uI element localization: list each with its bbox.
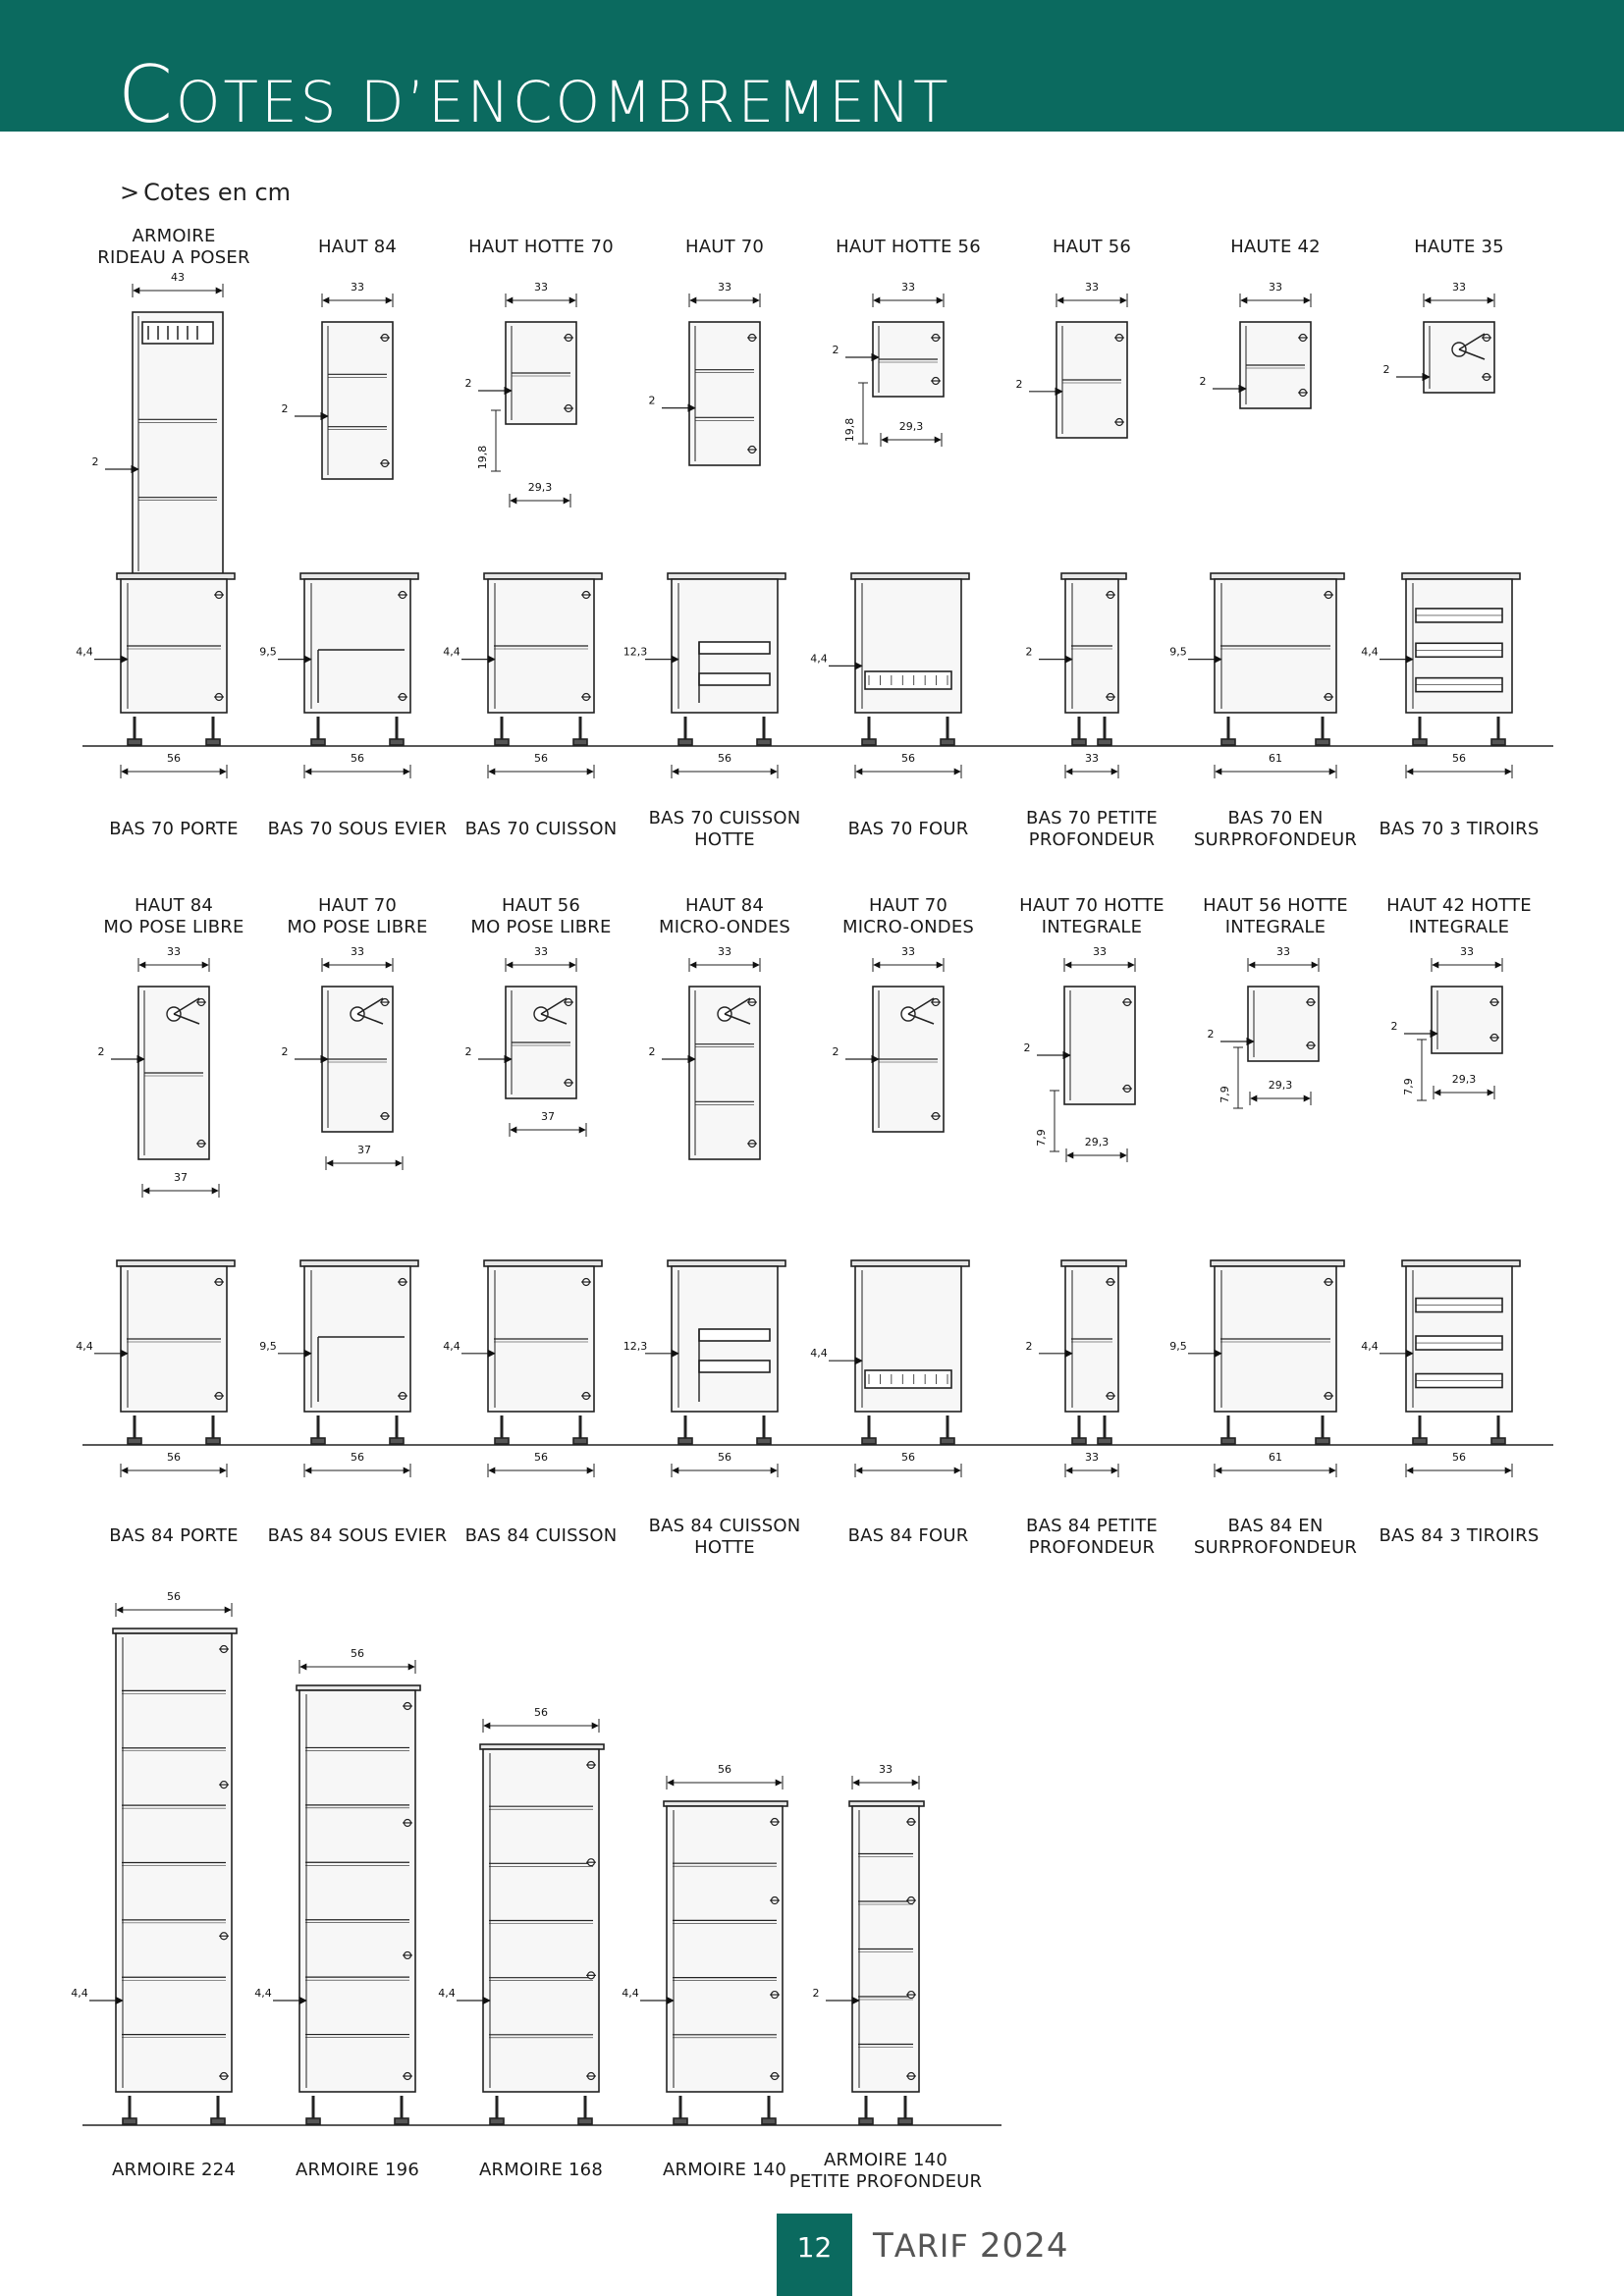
width-dim-label: 33 bbox=[1452, 281, 1466, 294]
cabinet-body bbox=[689, 322, 760, 465]
cabinet-label-line: BAS 84 SOUS EVIER bbox=[267, 1525, 448, 1546]
width-dim-label: 56 bbox=[534, 1706, 548, 1719]
cabinet-label-line: BAS 84 3 TIROIRS bbox=[1379, 1525, 1540, 1546]
width-dim-label: 29,3 bbox=[1084, 1136, 1110, 1148]
foot-pad bbox=[674, 2118, 687, 2124]
worktop bbox=[300, 573, 418, 579]
foot-pad bbox=[495, 1438, 509, 1444]
cabinet-body bbox=[304, 579, 410, 713]
cabinet-label-line: BAS 84 CUISSON bbox=[464, 1525, 618, 1546]
side-offset-label: 12,3 bbox=[623, 645, 648, 659]
height-dim-label: 19,8 bbox=[476, 445, 489, 470]
wall-cabinet bbox=[1391, 945, 1503, 1100]
base-cabinet bbox=[1361, 573, 1520, 778]
side-offset-label: 4,4 bbox=[810, 1347, 828, 1361]
cabinet-label-line: BAS 84 PETITE bbox=[1026, 1516, 1158, 1536]
side-offset-label: 9,5 bbox=[259, 645, 277, 659]
cabinet-body bbox=[1424, 322, 1494, 393]
foot-pad bbox=[859, 2118, 873, 2124]
foot-pad bbox=[762, 2118, 776, 2124]
cabinet-label-line: HAUT 56 bbox=[501, 895, 581, 916]
foot-pad bbox=[128, 739, 141, 745]
cabinet-label-line: BAS 70 EN bbox=[1227, 808, 1324, 828]
base-cabinet bbox=[810, 573, 969, 778]
footer-tarif: TARIF 2024 bbox=[873, 2226, 1069, 2266]
width-dim-label: 56 bbox=[534, 752, 548, 765]
cabinet-label bbox=[848, 1525, 969, 1547]
wall-cabinet bbox=[1200, 281, 1312, 408]
cabinet-label-line: ARMOIRE bbox=[132, 226, 216, 246]
cabinet-label bbox=[663, 2160, 786, 2181]
tall-cabinet bbox=[438, 1706, 604, 2124]
wall-cabinet bbox=[465, 281, 577, 507]
cabinet-label bbox=[1386, 895, 1532, 938]
cabinet-label-line: BAS 70 SOUS EVIER bbox=[267, 819, 448, 839]
worktop bbox=[300, 1260, 418, 1266]
foot-pad bbox=[311, 1438, 325, 1444]
width-dim-label: 56 bbox=[901, 752, 915, 765]
cabinet-label bbox=[649, 808, 801, 851]
side-offset-label: 2 bbox=[91, 455, 99, 468]
width-dim-label: 33 bbox=[534, 945, 548, 958]
cabinet-label bbox=[1019, 895, 1164, 938]
wall-cabinet bbox=[282, 281, 394, 479]
side-offset-label: 4,4 bbox=[76, 1339, 93, 1353]
cabinet-label bbox=[1379, 1525, 1539, 1547]
cabinet-body bbox=[304, 1266, 410, 1412]
page-number-box bbox=[777, 2214, 852, 2296]
cabinet-label bbox=[465, 819, 618, 840]
foot-pad bbox=[123, 2118, 136, 2124]
wall-cabinet bbox=[282, 945, 404, 1170]
oven-base bbox=[865, 1370, 951, 1388]
cabinet-label bbox=[318, 237, 397, 258]
cabinet-label-line: HOTTE bbox=[694, 1537, 755, 1558]
cabinet-body bbox=[855, 1266, 961, 1412]
foot-pad bbox=[1221, 1438, 1235, 1444]
width-dim-label: 33 bbox=[534, 281, 548, 294]
wall-cabinet bbox=[1016, 281, 1128, 438]
cabinet-body bbox=[855, 579, 961, 713]
side-offset-label: 4,4 bbox=[76, 645, 93, 659]
width-dim-label: 33 bbox=[901, 945, 915, 958]
side-offset-label: 2 bbox=[464, 1045, 472, 1058]
foot-pad bbox=[1098, 739, 1111, 745]
cabinet-label bbox=[1026, 1516, 1158, 1559]
cabinet-label-line: BAS 70 PORTE bbox=[109, 819, 239, 839]
side-offset-label: 4,4 bbox=[254, 1987, 272, 2000]
cabinet-label-line: MO POSE LIBRE bbox=[470, 917, 612, 937]
side-offset-label: 12,3 bbox=[623, 1339, 648, 1353]
width-dim-label: 33 bbox=[167, 945, 181, 958]
cabinet-label bbox=[1194, 808, 1357, 851]
cabinet-label-line: HAUT HOTTE 70 bbox=[468, 237, 614, 257]
base-cabinet bbox=[443, 573, 602, 778]
cabinet-label bbox=[479, 2160, 603, 2181]
cabinet-label-line: HAUT 84 bbox=[134, 895, 214, 916]
width-dim-label: 56 bbox=[351, 1647, 364, 1660]
tall-cabinet bbox=[813, 1763, 925, 2124]
worktop bbox=[1061, 573, 1126, 579]
cabinet-label bbox=[842, 895, 974, 938]
width-dim-label: 33 bbox=[901, 281, 915, 294]
side-offset-label: 9,5 bbox=[1169, 645, 1187, 659]
base-cabinet bbox=[623, 573, 785, 778]
cabinet-label bbox=[470, 895, 611, 938]
foot-pad bbox=[1491, 739, 1505, 745]
worktop bbox=[1211, 1260, 1344, 1266]
foot-pad bbox=[211, 2118, 225, 2124]
worktop bbox=[117, 573, 235, 579]
width-dim-label: 33 bbox=[1269, 281, 1282, 294]
cabinet-body bbox=[1248, 987, 1319, 1061]
width-dim-label: 33 bbox=[1276, 945, 1290, 958]
cabinet-label-line: PROFONDEUR bbox=[1028, 1537, 1156, 1558]
worktop bbox=[1402, 573, 1520, 579]
side-offset-label: 2 bbox=[648, 1045, 656, 1058]
width-dim-label: 29,3 bbox=[527, 481, 553, 494]
foot-pad bbox=[757, 1438, 771, 1444]
width-dim-label: 56 bbox=[167, 752, 181, 765]
foot-pad bbox=[678, 1438, 692, 1444]
side-offset-label: 2 bbox=[1025, 645, 1033, 659]
width-dim-label: 29,3 bbox=[898, 420, 924, 433]
width-dim-label: 56 bbox=[1452, 752, 1466, 765]
cabinet-label bbox=[1026, 808, 1158, 851]
cabinet-label bbox=[109, 819, 238, 840]
foot-pad bbox=[206, 739, 220, 745]
cabinet-body bbox=[322, 322, 393, 479]
cabinet-label-line: MICRO-ONDES bbox=[841, 917, 975, 937]
cabinet-label-line: INTEGRALE bbox=[1041, 917, 1143, 937]
width-dim-label: 56 bbox=[718, 1763, 731, 1776]
side-offset-label: 9,5 bbox=[1169, 1339, 1187, 1353]
hob-drawer bbox=[699, 642, 770, 654]
cabinet-label-line: HAUT 70 bbox=[684, 237, 765, 257]
width-dim-label: 56 bbox=[351, 752, 364, 765]
cabinet-label-line: HAUT 70 HOTTE bbox=[1019, 895, 1164, 916]
width-dim-label: 56 bbox=[1452, 1451, 1466, 1464]
width-dim-label: 56 bbox=[167, 1590, 181, 1603]
width-dim-label: 33 bbox=[718, 945, 731, 958]
cabinet-label-line: HAUT 84 bbox=[684, 895, 765, 916]
foot-pad bbox=[862, 1438, 876, 1444]
hob-drawer bbox=[699, 1361, 770, 1372]
width-dim-label: 29,3 bbox=[1268, 1079, 1293, 1092]
foot-pad bbox=[1413, 1438, 1427, 1444]
width-dim-label: 33 bbox=[1085, 752, 1099, 765]
foot-pad bbox=[306, 2118, 320, 2124]
width-dim-label: 43 bbox=[171, 271, 185, 284]
foot-pad bbox=[1221, 739, 1235, 745]
cabinet-label-line: HOTTE bbox=[694, 829, 755, 850]
base-cabinet bbox=[259, 573, 418, 778]
width-dim-label: 33 bbox=[1085, 1451, 1099, 1464]
worktop bbox=[117, 1260, 235, 1266]
width-dim-label: 33 bbox=[351, 281, 364, 294]
foot-pad bbox=[898, 2118, 912, 2124]
cabinet-label-line: HAUT 84 bbox=[317, 237, 398, 257]
worktop bbox=[668, 573, 785, 579]
cabinet-label bbox=[287, 895, 427, 938]
cabinet-label-line: ARMOIRE 196 bbox=[296, 2160, 419, 2180]
side-offset-label: 2 bbox=[832, 344, 839, 356]
foot-pad bbox=[1491, 1438, 1505, 1444]
worktop bbox=[1211, 573, 1344, 579]
side-offset-label: 2 bbox=[1025, 1339, 1033, 1353]
base-cabinet bbox=[1169, 573, 1344, 778]
side-offset-label: 4,4 bbox=[438, 1987, 456, 2000]
cabinet-label-line: SURPROFONDEUR bbox=[1193, 1537, 1358, 1558]
foot-pad bbox=[862, 739, 876, 745]
width-dim-label: 33 bbox=[1460, 945, 1474, 958]
worktop bbox=[484, 573, 602, 579]
foot-pad bbox=[757, 739, 771, 745]
page-number: 12 bbox=[796, 2231, 833, 2264]
cabinet-label bbox=[109, 1525, 238, 1547]
tall-cabinet bbox=[71, 1590, 237, 2124]
foot-pad bbox=[206, 1438, 220, 1444]
cabinet-label-line: HAUTE 35 bbox=[1414, 237, 1504, 257]
wall-cabinet bbox=[1208, 945, 1320, 1108]
foot-pad bbox=[941, 739, 954, 745]
foot-pad bbox=[1098, 1438, 1111, 1444]
wall-cabinet bbox=[1383, 281, 1495, 393]
wall-cabinet bbox=[1024, 945, 1136, 1162]
oven-base bbox=[865, 671, 951, 689]
width-dim-label: 56 bbox=[718, 752, 731, 765]
worktop bbox=[1402, 1260, 1520, 1266]
worktop bbox=[668, 1260, 785, 1266]
cabinet-label-line: BAS 70 3 TIROIRS bbox=[1379, 819, 1540, 839]
foot-pad bbox=[1316, 1438, 1329, 1444]
side-offset-label: 2 bbox=[464, 377, 472, 390]
cabinet-label-line: ARMOIRE 140 bbox=[663, 2160, 786, 2180]
height-dim-label: 19,8 bbox=[843, 417, 856, 443]
width-dim-label: 33 bbox=[351, 945, 364, 958]
cabinet-label-line: BAS 70 CUISSON bbox=[464, 819, 618, 839]
cabinet-label-line: ARMOIRE 140 bbox=[823, 2150, 947, 2170]
width-dim-label: 56 bbox=[351, 1451, 364, 1464]
side-offset-label: 2 bbox=[812, 1987, 820, 2000]
cabinet-label bbox=[268, 819, 448, 840]
side-offset-label: 4,4 bbox=[810, 652, 828, 666]
side-offset-label: 4,4 bbox=[443, 1339, 460, 1353]
foot-pad bbox=[1316, 739, 1329, 745]
width-dim-label: 33 bbox=[718, 281, 731, 294]
width-dim-label: 33 bbox=[1093, 945, 1107, 958]
tall-cabinet bbox=[622, 1763, 787, 2124]
worktop bbox=[484, 1260, 602, 1266]
foot-pad bbox=[941, 1438, 954, 1444]
width-dim-label: 61 bbox=[1269, 752, 1282, 765]
width-dim-label: 56 bbox=[901, 1451, 915, 1464]
cabinet-label bbox=[103, 895, 244, 938]
foot-pad bbox=[678, 739, 692, 745]
side-offset-label: 2 bbox=[1015, 377, 1023, 391]
cabinet-body bbox=[667, 1806, 783, 2092]
foot-pad bbox=[573, 739, 587, 745]
worktop bbox=[1061, 1260, 1126, 1266]
wall-cabinet bbox=[92, 271, 224, 575]
side-offset-label: 2 bbox=[1199, 375, 1207, 388]
cabinet-label-line: MO POSE LIBRE bbox=[287, 917, 428, 937]
cabinet-label bbox=[1053, 237, 1131, 258]
hob-drawer bbox=[699, 1329, 770, 1341]
cabinet-label bbox=[1379, 819, 1539, 840]
height-dim-label: 7,9 bbox=[1035, 1129, 1048, 1147]
side-offset-label: 2 bbox=[648, 394, 656, 407]
foot-pad bbox=[311, 739, 325, 745]
cabinet-label-line: BAS 70 CUISSON bbox=[648, 808, 801, 828]
cabinet-label-line: RIDEAU A POSER bbox=[97, 247, 250, 268]
cabinet-label-line: HAUT 70 bbox=[317, 895, 398, 916]
page-title: COTES D’ENCOMBREMENT bbox=[118, 49, 951, 140]
wall-cabinet bbox=[833, 945, 945, 1132]
cabinet-label-line: HAUT 56 bbox=[1052, 237, 1132, 257]
wall-cabinet bbox=[98, 945, 220, 1198]
cabinet-label-line: MICRO-ONDES bbox=[658, 917, 791, 937]
cabinet-label-line: HAUTE 42 bbox=[1230, 237, 1321, 257]
cabinet-label-line: BAS 84 EN bbox=[1227, 1516, 1324, 1536]
side-offset-label: 2 bbox=[281, 1045, 289, 1058]
cabinet-label bbox=[1194, 1516, 1357, 1559]
cabinet-label-line: HAUT 42 HOTTE bbox=[1386, 895, 1532, 916]
cabinet-label-line: BAS 84 FOUR bbox=[847, 1525, 969, 1546]
cabinet-label bbox=[112, 2160, 236, 2181]
foot-pad bbox=[128, 1438, 141, 1444]
cabinet-label-line: MO POSE LIBRE bbox=[103, 917, 244, 937]
cabinet-label bbox=[97, 226, 249, 269]
cabinet-body bbox=[133, 312, 223, 575]
cabinet-label bbox=[465, 1525, 618, 1547]
side-offset-label: 2 bbox=[1023, 1041, 1031, 1054]
cabinet-label bbox=[685, 237, 764, 258]
side-offset-label: 4,4 bbox=[443, 645, 460, 659]
side-offset-label: 2 bbox=[1207, 1028, 1215, 1041]
cabinet-label bbox=[836, 237, 981, 258]
cabinet-label-line: BAS 70 PETITE bbox=[1026, 808, 1158, 828]
wall-cabinet bbox=[465, 945, 587, 1137]
cabinet-label bbox=[468, 237, 614, 258]
side-offset-label: 2 bbox=[1382, 363, 1390, 376]
foot-pad bbox=[1413, 739, 1427, 745]
width-dim-label: 33 bbox=[879, 1763, 893, 1776]
wall-cabinet bbox=[833, 281, 945, 447]
foot-pad bbox=[573, 1438, 587, 1444]
cabinet-label-line: BAS 84 CUISSON bbox=[648, 1516, 801, 1536]
foot-pad bbox=[578, 2118, 592, 2124]
cabinet-body bbox=[1432, 987, 1502, 1053]
foot-pad bbox=[390, 739, 404, 745]
side-offset-label: 4,4 bbox=[1361, 1339, 1379, 1353]
cabinet-label-line: ARMOIRE 224 bbox=[112, 2160, 236, 2180]
cabinet-label bbox=[649, 1516, 801, 1559]
width-dim-label: 33 bbox=[1085, 281, 1099, 294]
cabinet-label bbox=[848, 819, 969, 840]
cabinet-label bbox=[659, 895, 790, 938]
foot-pad bbox=[490, 2118, 504, 2124]
tall-cabinet bbox=[254, 1647, 420, 2124]
cabinet-label-line: BAS 84 PORTE bbox=[109, 1525, 239, 1546]
height-dim-label: 7,9 bbox=[1402, 1078, 1415, 1095]
foot-pad bbox=[1072, 1438, 1086, 1444]
cabinet-label-line: SURPROFONDEUR bbox=[1193, 829, 1358, 850]
width-dim-label: 29,3 bbox=[1451, 1073, 1477, 1086]
side-offset-label: 2 bbox=[1390, 1020, 1398, 1033]
cabinet-label-line: INTEGRALE bbox=[1408, 917, 1510, 937]
base-cabinet bbox=[1026, 573, 1127, 778]
worktop bbox=[851, 573, 969, 579]
cabinet-label bbox=[1203, 895, 1348, 938]
units-note: > Cotes en cm bbox=[120, 179, 292, 206]
wall-cabinet bbox=[649, 281, 761, 465]
side-offset-label: 4,4 bbox=[622, 1987, 639, 2000]
cabinet-label-line: PROFONDEUR bbox=[1028, 829, 1156, 850]
width-dim-label: 56 bbox=[718, 1451, 731, 1464]
cabinet-label-line: HAUT 70 bbox=[868, 895, 948, 916]
cabinet-label bbox=[1230, 237, 1321, 258]
cabinet-label bbox=[268, 1525, 448, 1547]
cabinet-label bbox=[1414, 237, 1504, 258]
foot-pad bbox=[395, 2118, 408, 2124]
width-dim-label: 56 bbox=[167, 1451, 181, 1464]
cabinet-label-line: BAS 70 FOUR bbox=[847, 819, 969, 839]
side-offset-label: 4,4 bbox=[71, 1987, 88, 2000]
width-dim-label: 61 bbox=[1269, 1451, 1282, 1464]
width-dim-label: 37 bbox=[357, 1144, 371, 1156]
side-offset-label: 9,5 bbox=[259, 1339, 277, 1353]
width-dim-label: 37 bbox=[174, 1171, 188, 1184]
worktop bbox=[851, 1260, 969, 1266]
side-offset-label: 2 bbox=[97, 1045, 105, 1058]
hob-drawer bbox=[699, 673, 770, 685]
cabinet-label-line: HAUT 56 HOTTE bbox=[1203, 895, 1348, 916]
cabinet-label-line: INTEGRALE bbox=[1224, 917, 1326, 937]
foot-pad bbox=[1072, 739, 1086, 745]
base-cabinet bbox=[76, 573, 235, 778]
cabinet-label-line: ARMOIRE 168 bbox=[479, 2160, 603, 2180]
cabinet-label bbox=[296, 2160, 419, 2181]
foot-pad bbox=[390, 1438, 404, 1444]
side-offset-label: 2 bbox=[281, 402, 289, 415]
side-offset-label: 2 bbox=[832, 1045, 839, 1058]
foot-pad bbox=[495, 739, 509, 745]
cabinet-label-line: PETITE PROFONDEUR bbox=[788, 2171, 983, 2192]
width-dim-label: 37 bbox=[541, 1110, 555, 1123]
side-offset-label: 4,4 bbox=[1361, 645, 1379, 659]
width-dim-label: 56 bbox=[534, 1451, 548, 1464]
height-dim-label: 7,9 bbox=[1218, 1086, 1231, 1103]
cabinet-label bbox=[789, 2150, 982, 2193]
wall-cabinet bbox=[649, 945, 761, 1159]
cabinet-label-line: HAUT HOTTE 56 bbox=[836, 237, 981, 257]
